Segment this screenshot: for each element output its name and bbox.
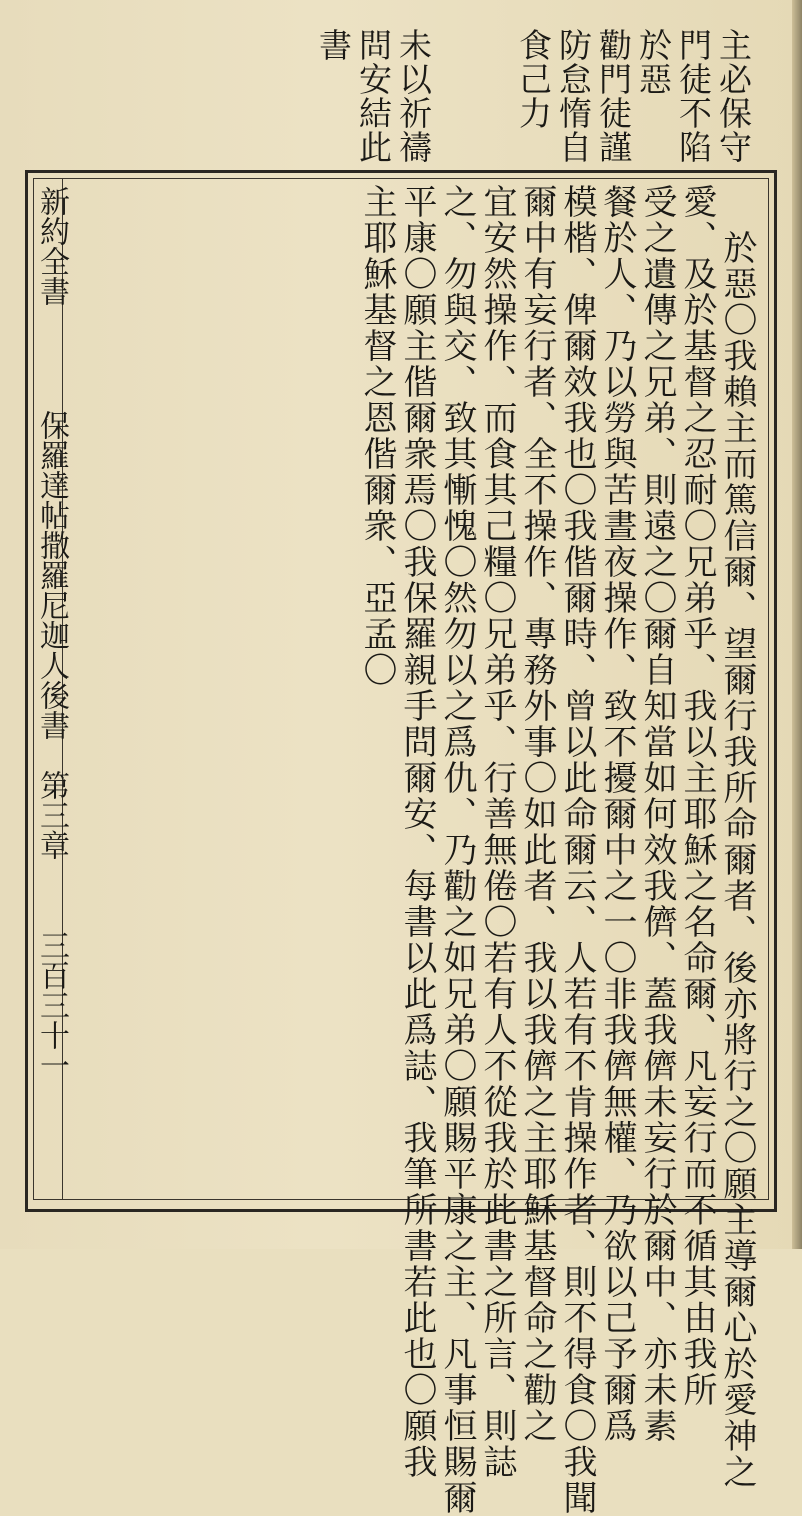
side-note-column: 於惡 — [634, 28, 673, 96]
side-note-column: 勸門徒謹 — [594, 28, 633, 164]
side-note-column: 主必保守 — [714, 28, 753, 164]
text-column: 平康〇願主偕爾衆焉〇我保羅親手問爾安、每書以此爲誌、我筆所書若此也〇願我 — [397, 184, 437, 1480]
book-title: 新約全書 — [34, 186, 69, 306]
text-column: 之、勿與交、致其慚愧〇然勿以之爲仇、乃勸之如兄弟〇願賜平康之主、凡事恒賜爾 — [437, 184, 477, 1516]
side-note-column: 未以祈禱 — [394, 28, 433, 164]
text-column: 主耶穌基督之恩偕爾衆、亞孟〇 — [357, 184, 397, 688]
text-column: 於惡〇我賴主而篤信爾、望爾行我所命爾者、後亦將行之〇願主導爾心於愛神之 — [717, 230, 757, 1490]
text-column: 受之遺傳之兄弟、則遠之〇爾自知當如何效我儕、蓋我儕未妄行於爾中、亦未素 — [637, 184, 677, 1444]
text-column: 模楷、俾爾效我也〇我偕爾時、曾以此命爾云、人若有不肯操作者、則不得食〇我聞 — [557, 184, 597, 1516]
text-column: 爾中有妄行者、全不操作、專務外事〇如此者、我以我儕之主耶穌基督命之勸之 — [517, 184, 557, 1444]
text-column: 餐於人、乃以勞與苦晝夜操作、致不擾爾中之一〇非我儕無權、乃欲以己予爾爲 — [597, 184, 637, 1444]
page-number: 三百三十一 — [34, 930, 69, 1080]
side-note-column: 門徒不陷 — [674, 28, 713, 164]
text-column: 宜安然操作、而食其己糧〇兄弟乎、行善無倦〇若有人不從我於此書之所言、則誌 — [477, 184, 517, 1480]
side-note-column: 書 — [314, 28, 353, 62]
side-note-column: 防怠惰自 — [554, 28, 593, 164]
text-column: 愛、及於基督之忍耐〇兄弟乎、我以主耶穌之名命爾、凡妄行而不循其由我所 — [677, 184, 717, 1408]
chapter-title: 保羅達帖撒羅尼迦人後書 第三章 — [34, 410, 69, 860]
book-spine-edge — [792, 0, 802, 1249]
side-note-column: 問安結此 — [354, 28, 393, 164]
side-note-column: 食己力 — [514, 28, 553, 130]
